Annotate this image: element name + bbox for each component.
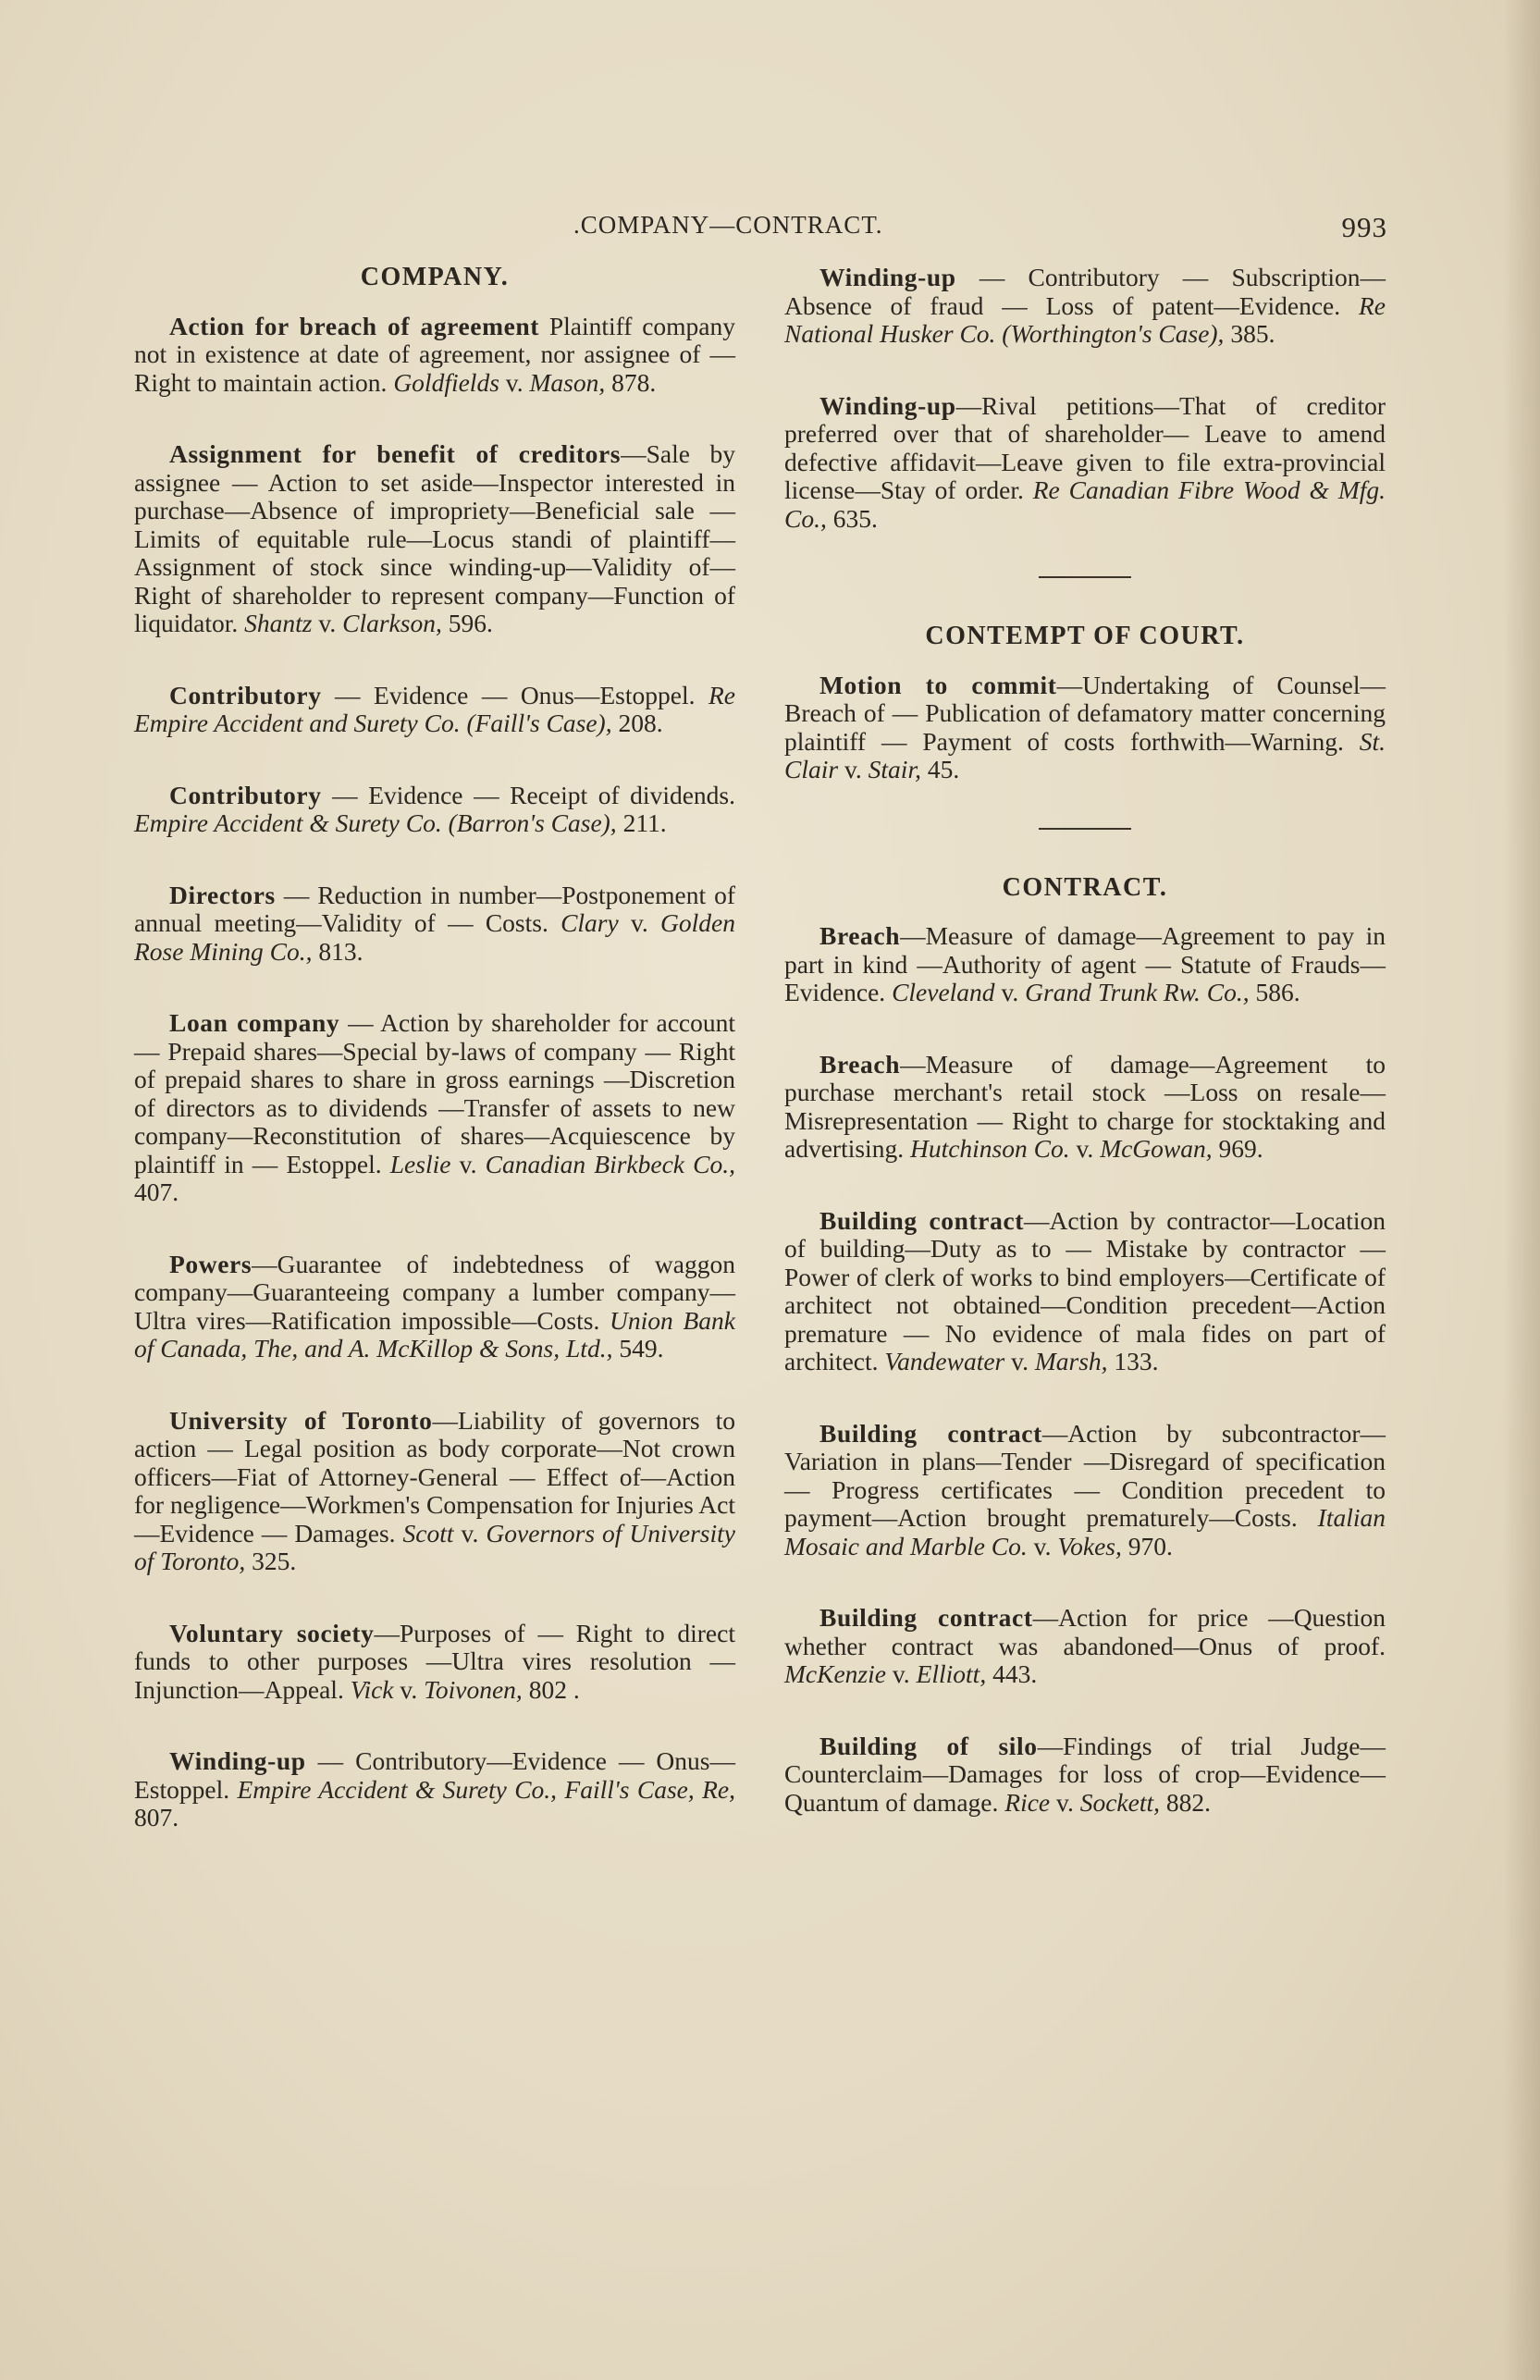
entry-versus: v. [450, 1149, 486, 1178]
entry-citation: 211. [616, 808, 667, 837]
entry-citation: 813. [312, 936, 363, 966]
entry-case-name: Italian Mosaic and Marble Co. [784, 1503, 1386, 1560]
entry-case-name: Hutchinson Co. [909, 1134, 1070, 1163]
entry-keyword: Breach [819, 1049, 901, 1079]
entry-citation: 635. [826, 503, 878, 533]
entry-citation: 549. [612, 1334, 664, 1363]
entry-case-name: Leslie [389, 1149, 451, 1178]
index-entry [134, 1747, 735, 1832]
entry-citation: 208. [611, 709, 663, 737]
entry-text: Plaintiff company not in existence at date of agreement, nor assignee of — Right to maintain action. [134, 311, 736, 397]
section-heading-contempt: CONTEMPT OF COURT. [925, 622, 1245, 650]
entry-case-name: Empire Accident & Surety Co. (Barron's Case), [134, 808, 617, 837]
running-head-title: .COMPANY—CONTRACT. [573, 211, 883, 239]
entry-case-name: Vick [350, 1674, 394, 1704]
entry-case-name: Scott [402, 1518, 454, 1548]
entry-case-name: St. Clair [784, 726, 1386, 783]
index-entry [784, 1733, 1386, 1818]
entry-case-name: Clary [561, 908, 619, 937]
entry-citation: 385. [1224, 319, 1275, 348]
entry-case-name: Canadian Birkbeck Co., [485, 1149, 735, 1178]
entry-versus: v. [618, 908, 661, 937]
index-entry [134, 1251, 735, 1363]
entry-text: —Measure of damage—Agreement to pay in part in kind —Authority of agent — Statute of Frauds—Evidence. [784, 921, 1386, 1006]
entry-citation: 443. [986, 1659, 1038, 1688]
entry-keyword: Breach [819, 921, 901, 950]
index-entry [134, 882, 735, 967]
entry-keyword: Motion to commit [819, 670, 1057, 699]
entry-citation: 882. [1160, 1787, 1211, 1817]
entry-versus: v. [994, 978, 1026, 1006]
entry-versus: v. [499, 367, 530, 397]
entry-citation: 969. [1212, 1134, 1263, 1163]
entry-text: — Evidence — Receipt of dividends. [321, 780, 735, 809]
entry-keyword: Contributory [169, 780, 322, 809]
entry-text: —Action by contractor—Location of building—Duty as to — Mistake by contractor — Power of clerk of works to bind employers—Certificate of architect not obtained—Condition precedent—Action premature — No evidence of mala fides on part of architect. [784, 1205, 1386, 1375]
index-entry [784, 672, 1386, 784]
entry-text: —Measure of damage—Agreement to purchase merchant's retail stock —Loss on resale—Misrepresentation — Right to charge for stocktaking and advertising. [784, 1049, 1386, 1163]
entry-case-name: Marsh, [1034, 1347, 1108, 1375]
entry-citation: 802 . [522, 1674, 580, 1704]
entry-case-name: Golden Rose Mining Co., [134, 908, 735, 966]
entry-case-name: Re Empire Accident and Surety Co. (Faill's Case), [134, 680, 735, 737]
entry-citation: 133. [1107, 1347, 1159, 1375]
entry-text: —Findings of trial Judge—Counterclaim—Damages for loss of crop—Evidence—Quantum of damage. [784, 1731, 1386, 1817]
entry-case-name: Goldfields [393, 367, 499, 397]
entry-case-name: Grand Trunk Rw. Co., [1025, 978, 1250, 1006]
entry-text: — Contributory—Evidence — Onus—Estoppel. [134, 1746, 735, 1804]
entry-case-name: Empire Accident & Surety Co., Faill's Case, Re, [237, 1774, 735, 1804]
entry-text: —Rival petitions—That of creditor preferred over that of shareholder— Leave to amend defective affidavit—Leave given to file extra-provincial license—Stay of order. [784, 390, 1386, 504]
entry-keyword: Winding-up [819, 263, 956, 291]
entry-case-name: Clarkson, [342, 609, 442, 637]
index-entry [134, 682, 735, 738]
index-entry [784, 392, 1386, 534]
entry-case-name: Mason, [529, 367, 606, 397]
entry-versus: v. [885, 1659, 917, 1688]
entry-keyword: Assignment for benefit of creditors [169, 439, 622, 468]
index-entry [784, 1604, 1386, 1689]
entry-case-name: Shantz [244, 609, 313, 637]
entry-keyword: Action for breach of agreement [169, 311, 540, 340]
entry-text: —Guarantee of indebtedness of waggon company—Guaranteeing company a lumber company—Ultra vires—Ratification impossible—Costs. [134, 1249, 735, 1335]
entry-case-name: Sockett, [1079, 1787, 1160, 1817]
entry-keyword: Loan company [169, 1008, 340, 1037]
entry-case-name: Vandewater [884, 1347, 1005, 1375]
entry-keyword: Directors [169, 880, 276, 909]
index-entry [134, 313, 735, 398]
section-divider [1039, 828, 1131, 830]
entry-versus: v. [1069, 1134, 1101, 1163]
entry-keyword: University of Toronto [169, 1405, 433, 1435]
entry-text: — Action by shareholder for account — Prepaid shares—Special by-laws of company — Right of prepaid shares to share in gross earnings —Discretion of directors as to dividends —Transfer of assets to new company—Reconstitution of shares—Acquiescence by plaintiff in — Estoppel. [134, 1008, 735, 1178]
section-heading-contract: CONTRACT. [1002, 872, 1168, 902]
entry-versus: v. [393, 1674, 425, 1704]
index-entry [134, 1407, 735, 1576]
entry-text: —Liability of governors to action — Legal position as body corporate—Not crown officers—Fiat of Attorney-General — Effect of—Action for negligence—Workmen's Compensation for Injuries Act—Evidence — Damages. [134, 1405, 735, 1548]
entry-versus: v. [838, 755, 869, 783]
entry-case-name: McGowan, [1100, 1134, 1213, 1163]
company-entries-continued [784, 264, 1386, 533]
entry-keyword: Contributory [169, 680, 322, 709]
entry-versus: v. [1027, 1531, 1058, 1560]
entry-keyword: Building contract [819, 1205, 1025, 1235]
entry-case-name: Rice [1004, 1787, 1051, 1817]
entry-versus: v. [1050, 1787, 1080, 1817]
index-entry [134, 1009, 735, 1207]
index-entry [784, 922, 1386, 1007]
index-entry [784, 1207, 1386, 1376]
entry-versus: v. [453, 1518, 487, 1548]
entry-citation: 586. [1249, 978, 1300, 1006]
entry-keyword: Voluntary society [169, 1618, 375, 1647]
entry-case-name: Cleveland [892, 978, 995, 1006]
entry-case-name: Stair, [868, 755, 921, 783]
entry-keyword: Building of silo [819, 1731, 1038, 1760]
entry-citation: 596. [441, 609, 493, 637]
contract-entries [784, 922, 1386, 1817]
entry-keyword: Building contract [819, 1603, 1033, 1632]
entry-text: —Sale by assignee — Action to set aside—Inspector interested in purchase—Absence of impropriety—Beneficial sale —Limits of equitable rule—Locus standi of plaintiff—Assignment of stock since winding-up—Validity of—Right of shareholder to represent company—Function of liquidator. [134, 439, 735, 637]
entry-case-name: Re National Husker Co. (Worthington's Case), [784, 290, 1386, 348]
entry-citation: 325. [245, 1547, 297, 1575]
index-entry [134, 782, 735, 838]
entry-text: — Reduction in number—Postponement of annual meeting—Validity of — Costs. [134, 880, 735, 937]
entry-keyword: Building contract [819, 1418, 1042, 1448]
index-entry [784, 264, 1386, 349]
entry-citation: 970. [1121, 1531, 1173, 1560]
entry-case-name: Re Canadian Fibre Wood & Mfg. Co., [784, 475, 1386, 533]
entry-text: — Evidence — Onus—Estoppel. [321, 680, 708, 709]
index-entry [134, 440, 735, 638]
entry-versus: v. [312, 609, 343, 637]
entry-case-name: McKenzie [784, 1659, 886, 1688]
entry-case-name: Toivonen, [424, 1674, 523, 1704]
entry-citation: 407. [134, 1178, 179, 1206]
entry-citation: 878. [605, 367, 657, 397]
entry-text: — Contributory — Subscription—Absence of fraud — Loss of patent—Evidence. [784, 263, 1386, 320]
left-column [134, 264, 735, 1876]
section-heading-company: COMPANY. [360, 263, 510, 291]
entry-case-name: Union Bank of Canada, The, and A. McKillop & Sons, Ltd., [134, 1305, 735, 1363]
entry-keyword: Winding-up [819, 390, 956, 420]
entry-text: —Action by subcontractor—Variation in plans—Tender —Disregard of specification — Progress certificates — Condition precedent to payment—Action brought prematurely—Costs. [784, 1418, 1386, 1532]
right-column [784, 264, 1386, 1860]
entry-citation: 807. [134, 1803, 179, 1831]
entry-keyword: Powers [169, 1249, 253, 1278]
entry-text: —Undertaking of Counsel—Breach of — Publication of defamatory matter concerning plaintiff — Payment of costs forthwith—Warning. [784, 670, 1386, 756]
entry-citation: 45. [920, 755, 960, 783]
entry-keyword: Winding-up [169, 1746, 306, 1775]
page-number: 993 [1341, 211, 1387, 243]
section-divider [1039, 576, 1131, 578]
entry-case-name: Elliott, [916, 1659, 987, 1688]
entry-case-name: Vokes, [1057, 1531, 1122, 1560]
contempt-entries [784, 672, 1386, 784]
index-entry [134, 1620, 735, 1705]
entry-text: —Purposes of — Right to direct funds to other purposes —Ultra vires resolution — Injunction—Appeal. [134, 1618, 735, 1704]
company-entries [134, 313, 735, 1832]
entry-case-name: Governors of University of Toronto, [134, 1518, 735, 1575]
index-entry [784, 1420, 1386, 1561]
index-entry [784, 1051, 1386, 1164]
entry-versus: v. [1004, 1347, 1035, 1375]
entry-text: —Action for price —Question whether contract was abandoned—Onus of proof. [784, 1603, 1386, 1660]
